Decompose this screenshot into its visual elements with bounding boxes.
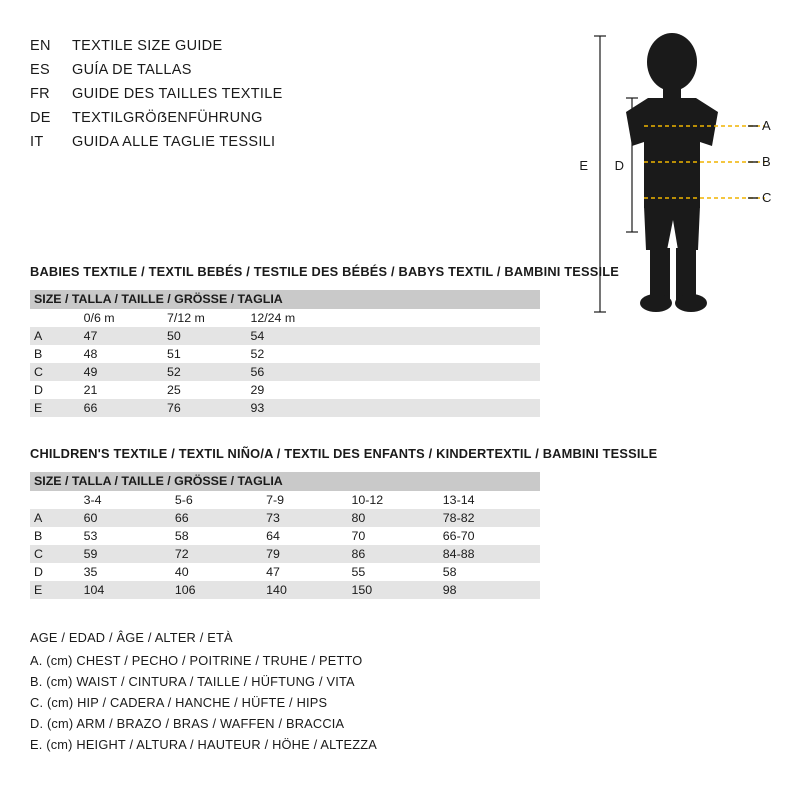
cell: 80 bbox=[350, 509, 441, 527]
babies-col-0: 0/6 m bbox=[82, 309, 165, 327]
row-key: B bbox=[30, 345, 82, 363]
cell: 76 bbox=[165, 399, 248, 417]
cell: 55 bbox=[350, 563, 441, 581]
table-row bbox=[30, 545, 540, 563]
cell: 52 bbox=[248, 345, 540, 363]
row-key: E bbox=[30, 399, 82, 417]
babies-col-2: 12/24 m bbox=[248, 309, 540, 327]
table-row bbox=[30, 509, 540, 527]
table-row bbox=[30, 327, 540, 345]
language-title: TEXTILGRÖẞENFÜHRUNG bbox=[72, 110, 263, 126]
cell: 51 bbox=[165, 345, 248, 363]
children-section-title: CHILDREN'S TEXTILE / TEXTIL NIÑO/A / TEXTIL DES ENFANTS / KINDERTEXTIL / BAMBINI TESSILE bbox=[30, 446, 658, 461]
legend-item: D. (cm) ARM / BRAZO / BRAS / WAFFEN / BRACCIA bbox=[30, 716, 345, 731]
language-code: DE bbox=[30, 110, 51, 126]
language-title: GUIDE DES TAILLES TEXTILE bbox=[72, 86, 283, 102]
babies-table bbox=[30, 290, 540, 417]
cell: 150 bbox=[350, 581, 441, 599]
cell: 140 bbox=[264, 581, 349, 599]
table-row bbox=[30, 399, 540, 417]
children-col-2: 7-9 bbox=[264, 491, 349, 509]
cell: 66-70 bbox=[441, 527, 540, 545]
legend-item: A. (cm) CHEST / PECHO / POITRINE / TRUHE / PETTO bbox=[30, 653, 363, 668]
legend-item: C. (cm) HIP / CADERA / HANCHE / HÜFTE / HIPS bbox=[30, 695, 328, 710]
cell: 59 bbox=[82, 545, 173, 563]
table-band-header bbox=[30, 290, 540, 309]
language-code: EN bbox=[30, 38, 51, 54]
marker-label-a: A bbox=[762, 118, 771, 133]
cell: 58 bbox=[173, 527, 264, 545]
legend-block bbox=[30, 630, 630, 758]
marker-label-d: D bbox=[614, 158, 624, 173]
row-key: A bbox=[30, 509, 82, 527]
cell: 86 bbox=[350, 545, 441, 563]
cell: 47 bbox=[264, 563, 349, 581]
language-title: GUÍA DE TALLAS bbox=[72, 62, 192, 78]
babies-size-header: SIZE / TALLA / TAILLE / GRÖSSE / TAGLIA bbox=[30, 290, 540, 309]
table-row bbox=[30, 527, 540, 545]
child-silhouette-icon bbox=[626, 33, 718, 312]
language-row bbox=[30, 86, 550, 110]
language-title-block bbox=[30, 38, 550, 158]
marker-label-e: E bbox=[579, 158, 588, 173]
children-col-4: 13-14 bbox=[441, 491, 540, 509]
legend-item: B. (cm) WAIST / CINTURA / TAILLE / HÜFTUNG / VITA bbox=[30, 674, 355, 689]
legend-item: E. (cm) HEIGHT / ALTURA / HAUTEUR / HÖHE / ALTEZZA bbox=[30, 737, 378, 752]
cell: 53 bbox=[82, 527, 173, 545]
children-col-3: 10-12 bbox=[350, 491, 441, 509]
row-key: D bbox=[30, 563, 82, 581]
language-code: FR bbox=[30, 86, 50, 102]
cell: 66 bbox=[82, 399, 165, 417]
cell: 106 bbox=[173, 581, 264, 599]
cell: 72 bbox=[173, 545, 264, 563]
table-row bbox=[30, 581, 540, 599]
cell: 29 bbox=[248, 381, 540, 399]
marker-label-c: C bbox=[762, 190, 772, 205]
empty-corner bbox=[30, 491, 82, 509]
cell: 70 bbox=[350, 527, 441, 545]
table-band-header bbox=[30, 472, 540, 491]
language-row bbox=[30, 110, 550, 134]
language-row bbox=[30, 134, 550, 158]
row-key: D bbox=[30, 381, 82, 399]
children-col-1: 5-6 bbox=[173, 491, 264, 509]
legend-list bbox=[30, 653, 630, 752]
cell: 21 bbox=[82, 381, 165, 399]
cell: 73 bbox=[264, 509, 349, 527]
language-title: GUIDA ALLE TAGLIE TESSILI bbox=[72, 134, 276, 150]
empty-corner bbox=[30, 309, 82, 327]
language-code: IT bbox=[30, 134, 44, 150]
cell: 79 bbox=[264, 545, 349, 563]
legend-title: AGE / EDAD / ÂGE / ALTER / ETÀ bbox=[30, 630, 233, 645]
cell: 40 bbox=[173, 563, 264, 581]
cell: 98 bbox=[441, 581, 540, 599]
language-row bbox=[30, 38, 550, 62]
cell: 25 bbox=[165, 381, 248, 399]
cell: 84-88 bbox=[441, 545, 540, 563]
cell: 58 bbox=[441, 563, 540, 581]
cell: 49 bbox=[82, 363, 165, 381]
table-column-header-row bbox=[30, 309, 540, 327]
cell: 93 bbox=[248, 399, 540, 417]
table-row bbox=[30, 345, 540, 363]
table-row bbox=[30, 363, 540, 381]
cell: 52 bbox=[165, 363, 248, 381]
cell: 47 bbox=[82, 327, 165, 345]
row-key: C bbox=[30, 363, 82, 381]
row-key: C bbox=[30, 545, 82, 563]
language-title: TEXTILE SIZE GUIDE bbox=[72, 38, 223, 54]
cell: 66 bbox=[173, 509, 264, 527]
table-row bbox=[30, 381, 540, 399]
cell: 56 bbox=[248, 363, 540, 381]
table-column-header-row bbox=[30, 491, 540, 509]
babies-section-title: BABIES TEXTILE / TEXTIL BEBÉS / TESTILE DES BÉBÉS / BABYS TEXTIL / BAMBINI TESSILE bbox=[30, 264, 620, 279]
children-col-0: 3-4 bbox=[82, 491, 173, 509]
cell: 35 bbox=[82, 563, 173, 581]
babies-col-1: 7/12 m bbox=[165, 309, 248, 327]
cell: 78-82 bbox=[441, 509, 540, 527]
cell: 104 bbox=[82, 581, 173, 599]
cell: 50 bbox=[165, 327, 248, 345]
cell: 54 bbox=[248, 327, 540, 345]
language-code: ES bbox=[30, 62, 50, 78]
marker-label-b: B bbox=[762, 154, 771, 169]
cell: 64 bbox=[264, 527, 349, 545]
row-key: E bbox=[30, 581, 82, 599]
table-row bbox=[30, 563, 540, 581]
language-row bbox=[30, 62, 550, 86]
cell: 48 bbox=[82, 345, 165, 363]
children-table bbox=[30, 472, 540, 599]
children-size-header: SIZE / TALLA / TAILLE / GRÖSSE / TAGLIA bbox=[30, 472, 540, 491]
row-key: A bbox=[30, 327, 82, 345]
row-key: B bbox=[30, 527, 82, 545]
cell: 60 bbox=[82, 509, 173, 527]
